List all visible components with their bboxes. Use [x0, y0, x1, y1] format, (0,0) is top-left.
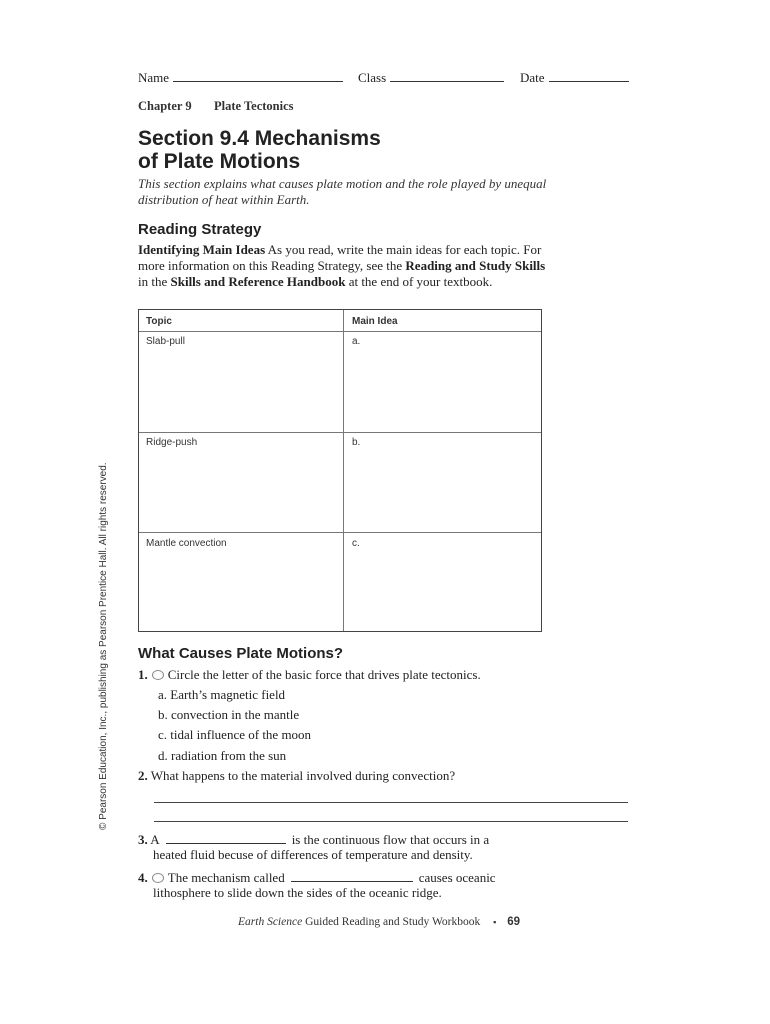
class-field — [358, 69, 504, 86]
section-title-line1: Section 9.4 Mechanisms — [138, 127, 381, 150]
table-row — [139, 433, 541, 533]
question-1 — [138, 667, 481, 683]
q3-blank[interactable] — [166, 831, 286, 844]
q4-blank[interactable] — [291, 869, 413, 882]
q3-text-b: is the continuous flow that occurs in a — [291, 832, 490, 847]
section-title-line2: of Plate Motions — [138, 150, 301, 173]
q2-number: 2. — [138, 768, 148, 783]
question-4 — [138, 869, 558, 886]
q3-text-c: heated fluid becuse of differences of temperature and density. — [153, 847, 473, 862]
table-cell-topic: Ridge-push — [146, 437, 198, 448]
q1-option-a[interactable]: a. Earth’s magnetic field — [158, 687, 286, 702]
table-cell-topic: Mantle convection — [146, 538, 227, 549]
footer — [238, 916, 520, 928]
q1-option-c[interactable]: c. tidal influence of the moon — [158, 727, 312, 742]
go-online-icon — [152, 873, 164, 883]
date-blank[interactable] — [549, 69, 629, 82]
rs-text-3: at the end of your textbook. — [345, 274, 493, 289]
question-2 — [138, 768, 455, 784]
name-field — [138, 69, 343, 86]
table-header-main-idea: Main Idea — [352, 316, 398, 327]
go-online-icon — [152, 670, 164, 680]
page-number: 69 — [507, 916, 520, 928]
rs-text-2: in the — [138, 274, 171, 289]
rs-bold-1: Identifying Main Ideas — [138, 242, 266, 257]
table-divider — [343, 310, 344, 631]
chapter-line — [138, 99, 294, 114]
table-cell-topic: Slab-pull — [146, 336, 185, 347]
table-header-row — [139, 310, 541, 332]
table-cell-idea[interactable]: c. — [352, 538, 360, 549]
section-title — [138, 127, 558, 173]
rs-bold-2: Reading and Study Skills — [405, 258, 546, 273]
rs-text-1: As you read, write the main ideas for each topic. For more information on this Reading Strategy, see the — [138, 242, 542, 273]
table-cell-idea[interactable]: a. — [352, 336, 361, 347]
what-causes-heading: What Causes Plate Motions? — [138, 645, 344, 662]
table-cell-idea[interactable]: b. — [352, 437, 361, 448]
date-label: Date — [520, 70, 545, 85]
q4-text-c: lithosphere to slide down the sides of the oceanic ridge. — [153, 885, 442, 900]
reading-strategy-text — [138, 242, 548, 290]
footer-book-rest: Guided Reading and Study Workbook — [302, 916, 481, 928]
q2-answer-line[interactable] — [154, 802, 628, 803]
q1-number: 1. — [138, 667, 148, 682]
table-header-topic: Topic — [146, 316, 172, 327]
footer-bullet: ▪ — [493, 917, 497, 927]
class-label: Class — [358, 70, 387, 85]
table-row — [139, 332, 541, 433]
rs-bold-3: Skills and Reference Handbook — [170, 274, 346, 289]
q1-option-d[interactable]: d. radiation from the sun — [158, 748, 287, 763]
name-label: Name — [138, 70, 170, 85]
q3-number: 3. — [138, 832, 148, 847]
q4-text-a: The mechanism called — [167, 870, 285, 885]
name-blank[interactable] — [173, 69, 343, 82]
class-blank[interactable] — [390, 69, 504, 82]
q1-option-b[interactable]: b. convection in the mantle — [158, 707, 300, 722]
q1-text: Circle the letter of the basic force that drives plate tectonics. — [167, 667, 481, 682]
question-3 — [138, 831, 558, 848]
q3-text-a: A — [150, 832, 160, 847]
copyright-notice: © Pearson Education, Inc., publishing as Pearson Prentice Hall. All rights reserved. — [98, 462, 109, 830]
date-field — [520, 69, 629, 86]
q4-text-b: causes oceanic — [418, 870, 496, 885]
reading-strategy-heading: Reading Strategy — [138, 221, 262, 238]
q4-number: 4. — [138, 870, 148, 885]
q2-text: What happens to the material involved during convection? — [150, 768, 456, 783]
chapter-title: Plate Tectonics — [214, 99, 294, 113]
chapter-number: Chapter 9 — [138, 99, 192, 113]
main-idea-table — [138, 309, 542, 632]
footer-book-italic: Earth Science — [238, 916, 303, 928]
q2-answer-line[interactable] — [154, 821, 628, 822]
section-intro: This section explains what causes plate motion and the role played by unequal distribution of heat within Earth. — [138, 176, 547, 207]
